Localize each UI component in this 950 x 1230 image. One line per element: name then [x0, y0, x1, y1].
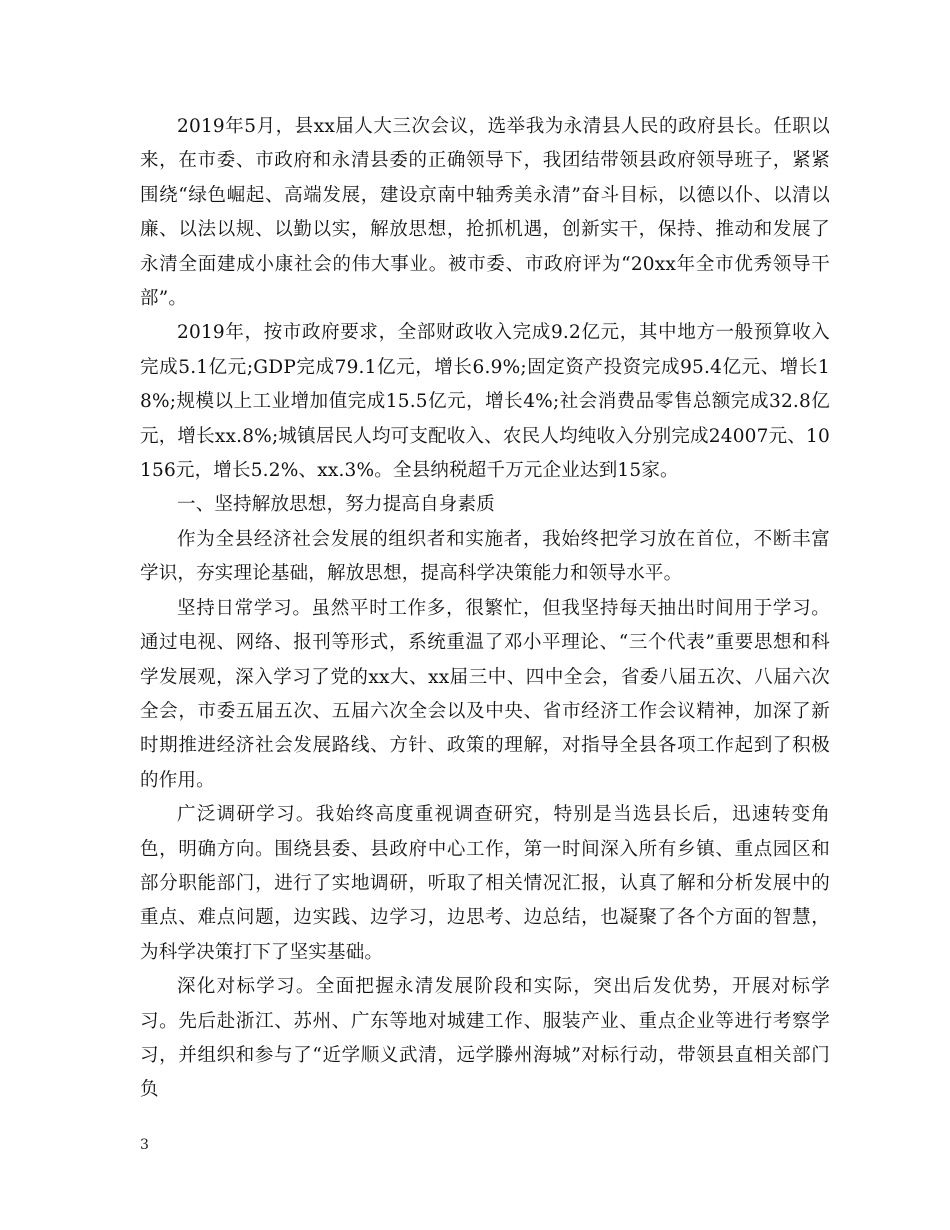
paragraph-benchmark-study: 深化对标学习。全面把握永清发展阶段和实际，突出后发优势，开展对标学习。先后赴浙江、苏州、广东等地对城建工作、服装产业、重点企业等进行考察学习，并组织和参与了“近学顺义武清，远学滕州海城”对标行动，带领县直相关部门负 — [140, 976, 830, 1101]
section-heading-1: 一、坚持解放思想，努力提高自身素质 — [177, 494, 495, 516]
paragraph-appointment: 2019年5月，县xx届人大三次会议，选举我为永清县人民的政府县长。任职以来，在市委、市政府和永清县委的正确领导下，我团结带领县政府领导班子，紧紧围绕“绿色崛起、高端发展，建设京南中轴秀美永清”奋斗目标，以德以仆、以清以廉、以法以规、以勤以实，解放思想，抢抓机遇，创新实干，保持、推动和发展了永清全面建成小康社会的伟大事业。被市委、市政府评为“20xx年全市优秀领导干部”。 — [140, 116, 830, 310]
paragraph-study-intro: 作为全县经济社会发展的组织者和实施者，我始终把学习放在首位，不断丰富学识，夯实理论基础，解放思想，提高科学决策能力和领导水平。 — [140, 528, 830, 585]
paragraph-research-study: 广泛调研学习。我始终高度重视调查研究，特别是当选县长后，迅速转变角色，明确方向。围绕县委、县政府中心工作，第一时间深入所有乡镇、重点园区和部分职能部门，进行了实地调研，听取了相关情况汇报，认真了解和分析发展中的重点、难点问题，边实践、边学习，边思考、边总结，也凝聚了各个方面的智慧，为科学决策打下了坚实基础。 — [140, 804, 830, 963]
document-body — [140, 110, 830, 1108]
paragraph-economic-figures: 2019年，按市政府要求，全部财政收入完成9.2亿元，其中地方一般预算收入完成5.1亿元;GDP完成79.1亿元，增长6.9%;固定资产投资完成95.4亿元、增长18%;规模以上工业增加值完成15.5亿元，增长4%;社会消费品零售总额完成32.8亿元，增长xx.8%;城镇居民人均可支配收入、农民人均纯收入分别完成24007元、10156元，增长5.2%、xx.3%。全县纳税超千万元企业达到15家。 — [140, 322, 830, 482]
page-number: 3 — [140, 1137, 149, 1153]
paragraph-daily-study: 坚持日常学习。虽然平时工作多，很繁忙，但我坚持每天抽出时间用于学习。通过电视、网络、报刊等形式，系统重温了邓小平理论、“三个代表”重要思想和科学发展观，深入学习了党的xx大、xx届三中、四中全会，省委八届五次、八届六次全会，市委五届五次、五届六次全会以及中央、省市经济工作会议精神，加深了新时期推进经济社会发展路线、方针、政策的理解，对指导全县各项工作起到了积极的作用。 — [140, 597, 830, 791]
